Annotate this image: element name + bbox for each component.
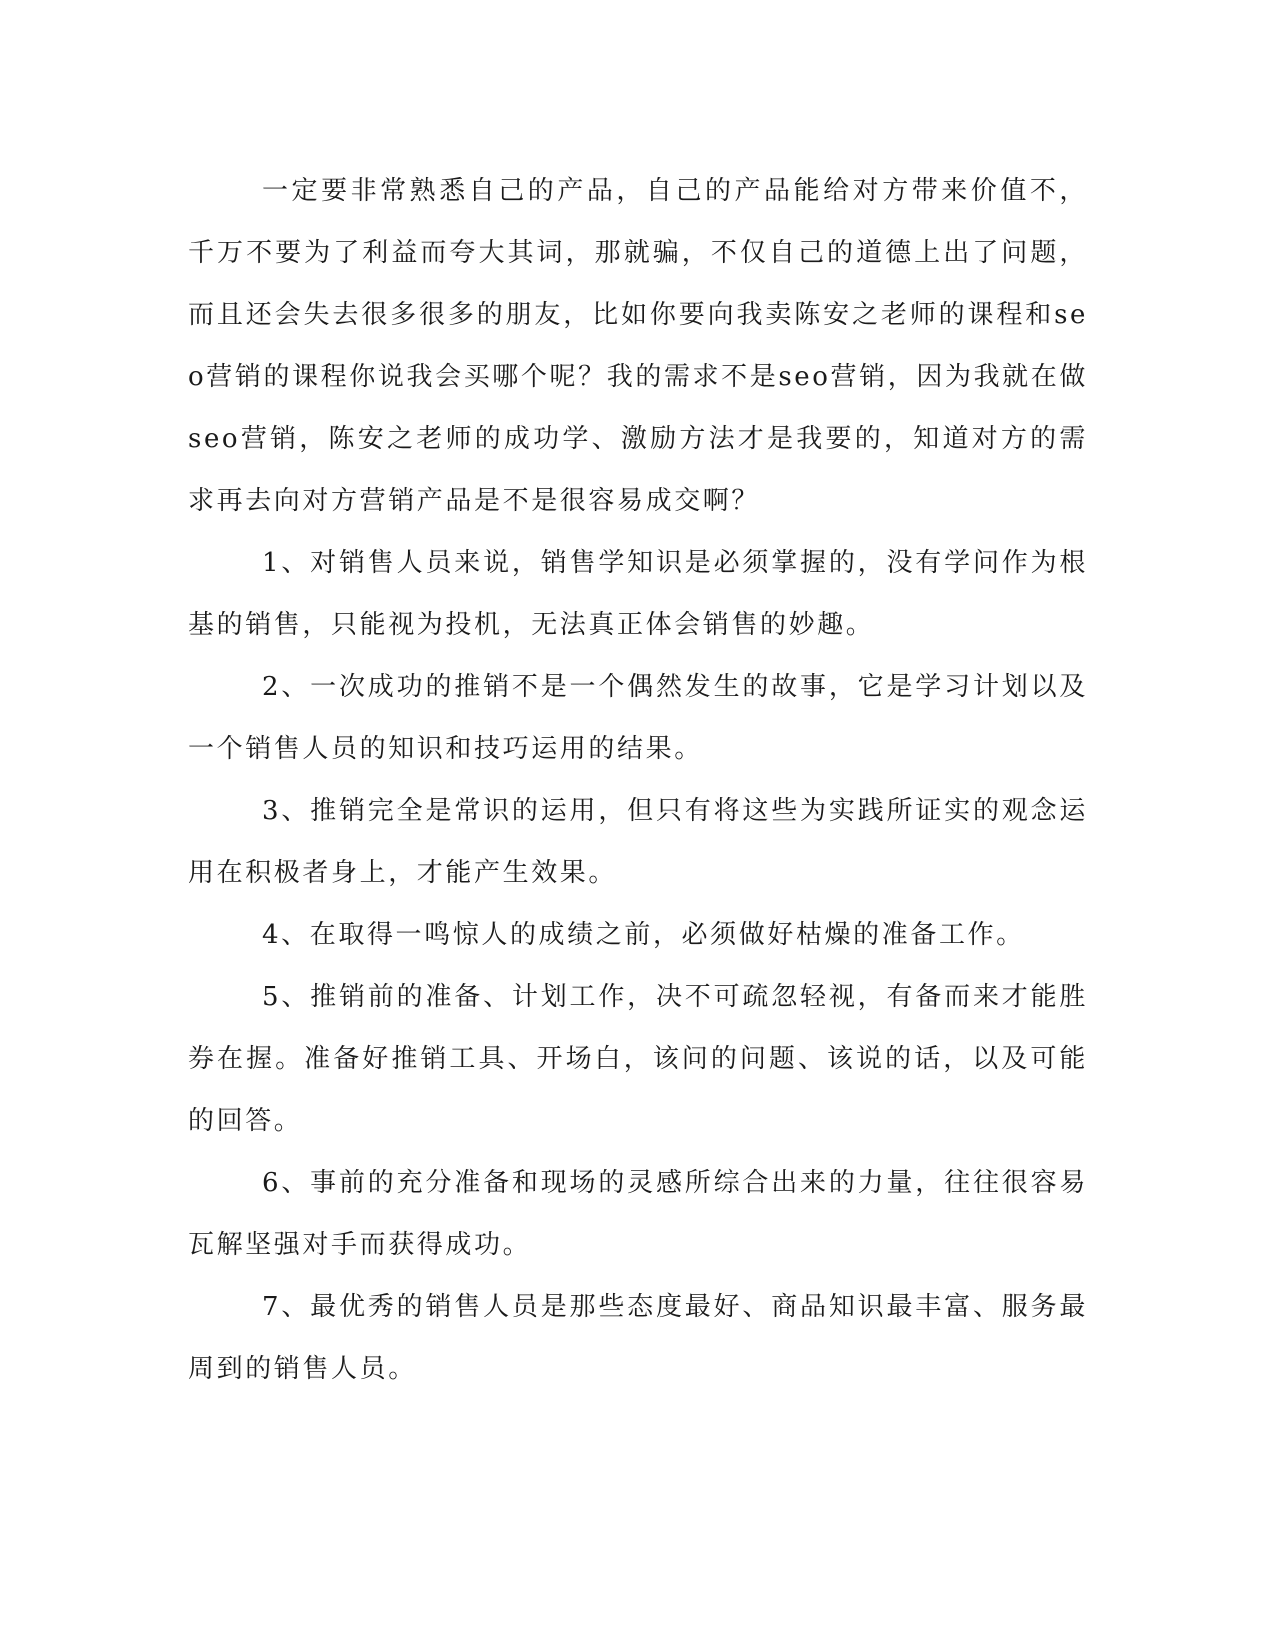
paragraph-point-1: 1、对销售人员来说，销售学知识是必须掌握的，没有学问作为根基的销售，只能视为投机，无法真正体会销售的妙趣。 — [188, 548, 1088, 640]
paragraph-point-6: 6、事前的充分准备和现场的灵感所综合出来的力量，往往很容易瓦解坚强对手而获得成功。 — [188, 1168, 1088, 1260]
paragraph-point-3: 3、推销完全是常识的运用，但只有将这些为实践所证实的观念运用在积极者身上，才能产生效果。 — [188, 796, 1088, 888]
paragraph-point-5: 5、推销前的准备、计划工作，决不可疏忽轻视，有备而来才能胜券在握。准备好推销工具、开场白，该问的问题、该说的话，以及可能的回答。 — [188, 982, 1088, 1136]
paragraph-intro: 一定要非常熟悉自己的产品，自己的产品能给对方带来价值不，千万不要为了利益而夸大其词，那就骗，不仅自己的道德上出了问题，而且还会失去很多很多的朋友，比如你要向我卖陈安之老师的课程和seo营销的课程你说我会买哪个呢？我的需求不是seo营销，因为我就在做seo营销，陈安之老师的成功学、激励方法才是我要的，知道对方的需求再去向对方营销产品是不是很容易成交啊？ — [188, 176, 1088, 516]
paragraph-point-2: 2、一次成功的推销不是一个偶然发生的故事，它是学习计划以及一个销售人员的知识和技巧运用的结果。 — [188, 672, 1088, 764]
document-body — [188, 160, 1088, 1400]
paragraph-point-4: 4、在取得一鸣惊人的成绩之前，必须做好枯燥的准备工作。 — [262, 920, 1025, 950]
paragraph-point-7: 7、最优秀的销售人员是那些态度最好、商品知识最丰富、服务最周到的销售人员。 — [188, 1292, 1088, 1384]
